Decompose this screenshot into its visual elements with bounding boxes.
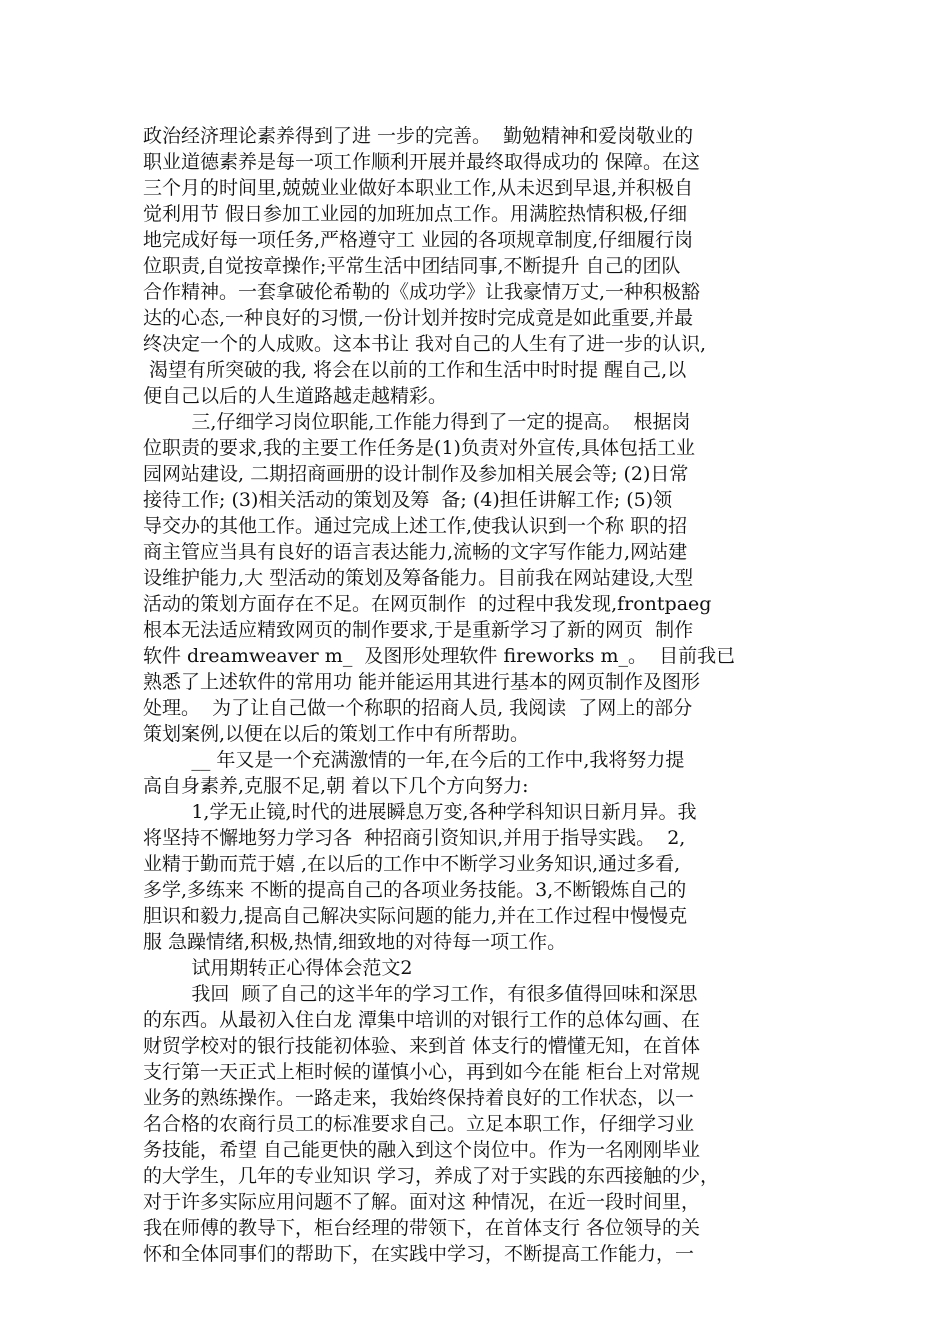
- text-line: 导交办的其他工作。通过完成上述工作,使我认识到一个称 职的招: [143, 515, 688, 537]
- text-line: 三个月的时间里,兢兢业业做好本职业工作,从未迟到早退,并积极自: [143, 177, 694, 199]
- text-line: 便自己以后的人生道路越走越精彩。: [143, 385, 448, 407]
- text-line: 对于许多实际应用问题不了解。面对这 种情况，在近一段时间里，: [143, 1191, 701, 1213]
- text-line: 位职责,自觉按章操作;平常生活中团结同事,不断提升 自己的团队: [143, 255, 681, 277]
- text-line: 财贸学校对的银行技能初体验、来到首 体支行的懵懂无知，在首体: [143, 1035, 701, 1057]
- text-line: 我在师傅的教导下，柜台经理的带领下，在首体支行 各位领导的关: [143, 1217, 701, 1239]
- text-line: 园网站建设, 二期招商画册的设计制作及参加相关展会等; (2)日常: [143, 463, 689, 485]
- text-line: 终决定一个的人成败。这本书让 我对自己的人生有了进一步的认识,: [143, 333, 707, 355]
- text-line: 将坚持不懈地努力学习各 种招商引资知识,并用于指导实践。 2,: [143, 827, 686, 849]
- text-line: 的大学生，几年的专业知识 学习，养成了对于实践的东西接触的少，: [143, 1165, 720, 1187]
- text-line: 高自身素养,克服不足,朝 着以下几个方向努力:: [143, 775, 529, 797]
- text-line: 处理。 为了让自己做一个称职的招商人员, 我阅读 了网上的部分: [143, 697, 693, 719]
- text-line: 政治经济理论素养得到了进 一步的完善。 勤勉精神和爱岗敬业的: [143, 125, 694, 147]
- section-heading-line: 三,仔细学习岗位职能,工作能力得到了一定的提高。 根据岗: [143, 411, 691, 433]
- text-line: 我回 顾了自己的这半年的学习工作，有很多值得回味和深思: [143, 983, 698, 1005]
- text-line: 觉利用节 假日参加工业园的加班加点工作。用满腔热情积极,仔细: [143, 203, 688, 225]
- text-line: 业务的熟练操作。一路走来，我始终保持着良好的工作状态，以一: [143, 1087, 695, 1109]
- text-line: __ 年又是一个充满激情的一年,在今后的工作中,我将努力提: [143, 749, 685, 771]
- text-line: 根本无法适应精致网页的制作要求,于是重新学习了新的网页 制作: [143, 619, 694, 641]
- text-line: 熟悉了上述软件的常用功 能并能运用其进行基本的网页制作及图形: [143, 671, 701, 693]
- text-line: 的东西。从最初入住白龙 潭集中培训的对银行工作的总体勾画、在: [143, 1009, 701, 1031]
- text-line: 业精于勤而荒于嬉 ,在以后的工作中不断学习业务知识,通过多看,: [143, 853, 681, 875]
- text-line: 达的心态,一种良好的习惯,一份计划并按时完成竟是如此重要,并最: [143, 307, 694, 329]
- text-line: 合作精神。一套拿破伦希勒的《成功学》让我豪情万丈,一种积极豁: [143, 281, 701, 303]
- text-line: 支行第一天正式上柜时候的谨慎小心，再到如今在能 柜台上对常规: [143, 1061, 701, 1083]
- text-line: 胆识和毅力,提高自己解决实际问题的能力,并在工作过程中慢慢克: [143, 905, 688, 927]
- text-line: 设维护能力,大 型活动的策划及筹备能力。目前我在网站建设,大型: [143, 567, 694, 589]
- text-line: 位职责的要求,我的主要工作任务是(1)负责对外宣传,具体包括工业: [143, 437, 695, 459]
- text-line: 多学,多练来 不断的提高自己的各项业务技能。3,不断锻炼自己的: [143, 879, 687, 901]
- text-line: 接待工作; (3)相关活动的策划及筹 备; (4)担任讲解工作; (5)领: [143, 489, 673, 511]
- text-line: 策划案例,以便在以后的策划工作中有所帮助。: [143, 723, 530, 745]
- text-line: 职业道德素养是每一项工作顺利开展并最终取得成功的 保障。在这: [143, 151, 701, 173]
- text-line: 怀和全体同事们的帮助下，在实践中学习，不断提高工作能力，一: [143, 1243, 695, 1265]
- text-line: 软件 dreamweaver m_ 及图形处理软件 fireworks m_。 目前我已: [143, 645, 736, 667]
- text-line: 1,学无止镜,时代的进展瞬息万变,各种学科知识日新月异。我: [143, 801, 697, 823]
- article-title-line: 试用期转正心得体会范文2: [143, 957, 413, 979]
- text-line: 名合格的农商行员工的标准要求自己。立足本职工作，仔细学习业: [143, 1113, 695, 1135]
- text-line: 商主管应当具有良好的语言表达能力,流畅的文字写作能力,网站建: [143, 541, 688, 563]
- text-line: [143, 1267, 818, 1293]
- text-line: 地完成好每一项任务,严格遵守工 业园的各项规章制度,仔细履行岗: [143, 229, 694, 251]
- text-line: 活动的策划方面存在不足。在网页制作 的过程中我发现,frontpaeg: [143, 593, 712, 615]
- text-line: 服 急躁情绪,积极,热情,细致地的对待每一项工作。: [143, 931, 567, 953]
- body-text: [143, 123, 818, 1293]
- text-line: 渴望有所突破的我, 将会在以前的工作和生活中时时提 醒自己,以: [143, 359, 687, 381]
- text-line: 务技能，希望 自己能更快的融入到这个岗位中。作为一名刚刚毕业: [143, 1139, 701, 1161]
